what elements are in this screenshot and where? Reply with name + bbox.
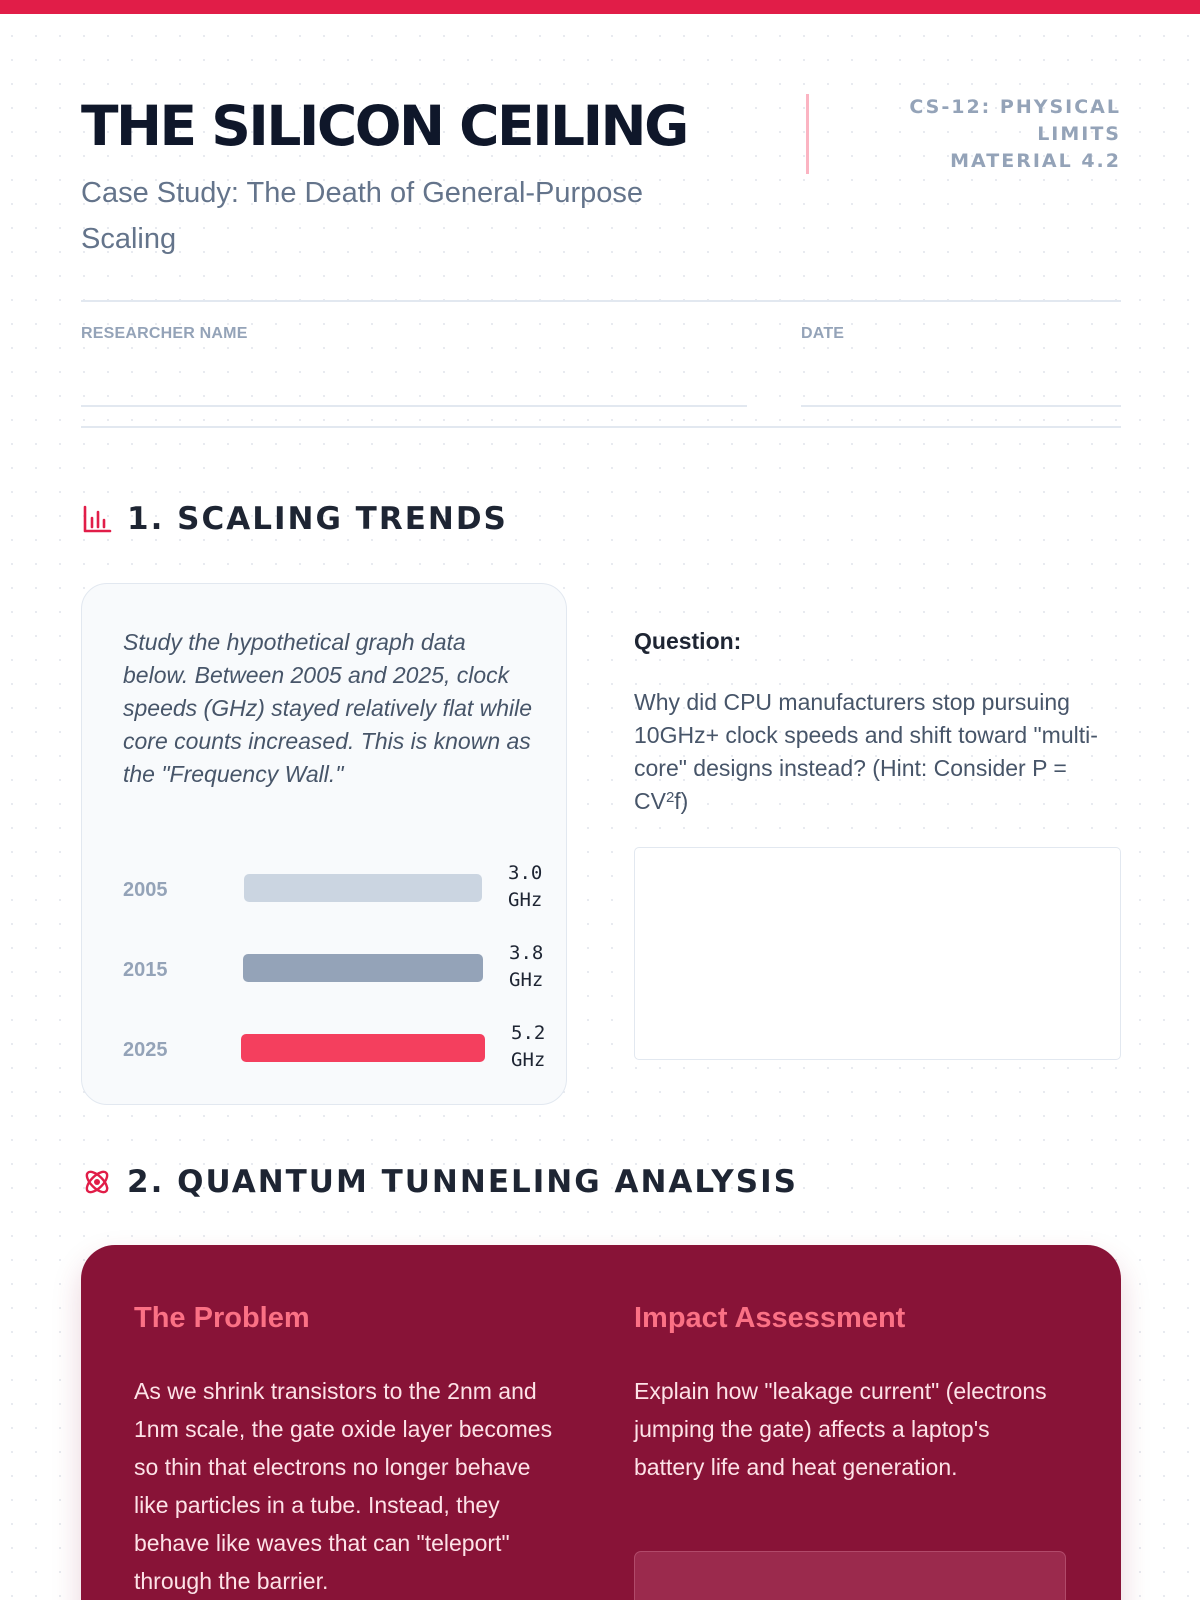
worksheet-header xyxy=(81,90,1121,260)
bar-row-2005 xyxy=(123,860,543,920)
fields-rule xyxy=(81,426,1121,428)
question-text xyxy=(634,686,1124,818)
question-label: Question: xyxy=(634,628,742,654)
bar-chart-icon xyxy=(81,503,113,535)
bar-label-2015: 2015 xyxy=(123,959,168,981)
graph-card xyxy=(81,583,567,1105)
course-meta xyxy=(861,94,1121,175)
bar-value-2015: 3.8 GHz xyxy=(509,942,544,991)
section-1-title: 1. SCALING TRENDS xyxy=(127,501,508,537)
quantum-tunneling-panel xyxy=(81,1245,1121,1600)
researcher-name-field[interactable] xyxy=(81,405,747,407)
question-text-main: Why did CPU manufacturers stop pursuing 10GHz+ clock speeds and shift toward "multi-core" designs instead? (Hint: Consider P = CV xyxy=(634,689,1098,814)
course-code: CS-12: PHYSICAL xyxy=(909,96,1121,118)
problem-text: As we shrink transistors to the 2nm and 1nm scale, the gate oxide layer becomes so thin that electrons no longer behave like particles in a tube. Instead, they behave like waves that can "teleport" through the barrier. xyxy=(134,1378,553,1594)
problem-heading: The Problem xyxy=(134,1302,310,1334)
question-answer-box[interactable] xyxy=(634,847,1121,1060)
header-rule xyxy=(81,300,1121,302)
date-label: DATE xyxy=(801,325,845,342)
section-2-heading xyxy=(81,1162,798,1202)
bar-row-2025 xyxy=(123,1020,546,1080)
question-exponent: 2 xyxy=(665,789,675,806)
impact-text: Explain how "leakage current" (electrons jumping the gate) affects a laptop's battery life and heat generation. xyxy=(634,1378,1047,1480)
page-subtitle: Case Study: The Death of General-Purpose Scaling xyxy=(81,177,644,255)
bar-value-2005: 3.0 GHz xyxy=(508,862,543,911)
bar-value-2025: 5.2 GHz xyxy=(511,1022,546,1071)
question-text-end: f) xyxy=(674,788,689,814)
impact-answer-box[interactable] xyxy=(634,1551,1066,1600)
bar-2005 xyxy=(244,874,482,902)
date-field[interactable] xyxy=(801,405,1121,407)
impact-heading: Impact Assessment xyxy=(634,1302,906,1334)
material-number: MATERIAL 4.2 xyxy=(950,150,1121,172)
bar-2025 xyxy=(241,1034,485,1062)
page-title: THE SILICON CEILING xyxy=(81,94,687,158)
section-1-heading xyxy=(81,499,508,539)
graph-instructions: Study the hypothetical graph data below. Between 2005 and 2025, clock speeds (GHz) stayed relatively flat while core counts increased. This is known as the "Frequency Wall." xyxy=(123,629,533,787)
researcher-name-label: RESEARCHER NAME xyxy=(81,325,248,342)
section-2-title: 2. QUANTUM TUNNELING ANALYSIS xyxy=(127,1164,798,1200)
top-accent-bar xyxy=(0,0,1200,14)
bar-row-2015 xyxy=(123,940,544,1000)
bar-label-2005: 2005 xyxy=(123,879,168,901)
atom-icon xyxy=(81,1166,113,1198)
header-divider xyxy=(806,94,809,174)
course-topic: LIMITS xyxy=(1037,123,1121,145)
bar-2015 xyxy=(243,954,483,982)
bar-label-2025: 2025 xyxy=(123,1039,168,1061)
